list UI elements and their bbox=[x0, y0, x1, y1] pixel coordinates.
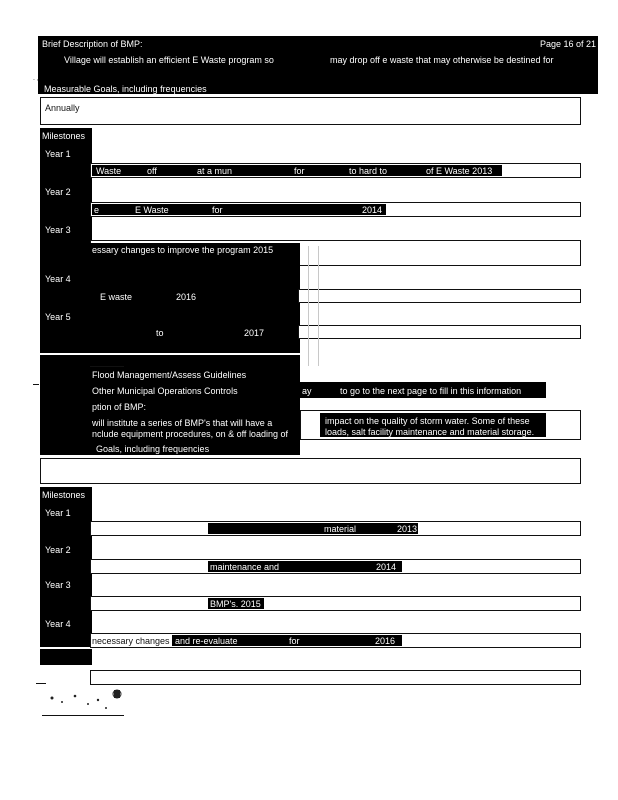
brief-description-label: Brief Description of BMP: bbox=[42, 39, 143, 49]
s2-year2-text-1: maintenance and bbox=[210, 562, 280, 572]
year5-text-1: to bbox=[156, 328, 164, 338]
year2-text-2: E Waste bbox=[135, 205, 169, 215]
milestones-label-2: Milestones bbox=[42, 490, 86, 500]
year1-text-6: of E Waste 2013 bbox=[426, 166, 493, 176]
brief-description-text-1: Village will establish an efficient E Waste program so bbox=[64, 55, 274, 65]
redaction-column-3 bbox=[40, 649, 92, 665]
description-label-2: ption of BMP: bbox=[92, 402, 147, 412]
scan-line bbox=[308, 246, 309, 366]
s2-year4-text-3: for bbox=[289, 636, 300, 646]
year4-field[interactable] bbox=[298, 289, 581, 303]
description-left-1: will institute a series of BMP's that will have a bbox=[92, 418, 273, 428]
year5-label: Year 5 bbox=[45, 312, 71, 322]
year5-field[interactable] bbox=[298, 325, 581, 339]
s2-year2-text-2: 2014 bbox=[376, 562, 397, 572]
s2-year5-field[interactable] bbox=[90, 670, 581, 685]
year1-label: Year 1 bbox=[45, 149, 71, 159]
year2-text-1: e bbox=[94, 205, 100, 215]
year2-label: Year 2 bbox=[45, 187, 71, 197]
year4-text-1: E waste bbox=[100, 292, 133, 302]
year2-text-3: for bbox=[212, 205, 223, 215]
description-right-1: impact on the quality of storm water. Some of these bbox=[325, 416, 530, 426]
s2-year4-text-4: 2016 bbox=[375, 636, 396, 646]
s2-year2-label: Year 2 bbox=[45, 545, 71, 555]
s2-year4-label: Year 4 bbox=[45, 619, 71, 629]
year2-text-4: 2014 bbox=[362, 205, 383, 215]
bmp-category: Flood Management/Assess Guidelines bbox=[92, 370, 247, 380]
year1-text-2: off bbox=[147, 166, 157, 176]
margin-mark bbox=[90, 366, 124, 367]
goals-field-2[interactable] bbox=[40, 458, 581, 484]
goals-value-1: Annually bbox=[45, 103, 80, 113]
year1-text-1: Waste bbox=[96, 166, 122, 176]
next-page-fragment: ay bbox=[302, 386, 312, 396]
divider bbox=[42, 715, 124, 716]
year1-text-5: to hard to bbox=[349, 166, 388, 176]
brief-description-text-2: may drop off e waste that may otherwise be destined for bbox=[330, 55, 554, 65]
goals-field-1[interactable] bbox=[40, 97, 581, 125]
s2-year3-text: BMP's. 2015 bbox=[210, 599, 261, 609]
margin-mark bbox=[33, 384, 39, 385]
goals-label-2: Goals, including frequencies bbox=[96, 444, 210, 454]
year3-text: essary changes to improve the program 2015 bbox=[92, 245, 274, 255]
year1-text-3: at a mun bbox=[197, 166, 233, 176]
bmp-name: Other Municipal Operations Controls bbox=[92, 386, 238, 396]
s2-year3-field[interactable] bbox=[90, 596, 581, 611]
measurable-goals-label: Measurable Goals, including frequencies bbox=[44, 84, 207, 94]
stamp-icon bbox=[40, 684, 130, 716]
s2-year4-text-2: and re-evaluate bbox=[175, 636, 238, 646]
year1-text-4: for bbox=[294, 166, 305, 176]
s2-year1-label: Year 1 bbox=[45, 508, 71, 518]
s2-year3-label: Year 3 bbox=[45, 580, 71, 590]
scan-line bbox=[318, 246, 319, 366]
year3-label: Year 3 bbox=[45, 225, 71, 235]
s2-year1-text-1: material bbox=[324, 524, 357, 534]
s2-year1-text-2: 2013 bbox=[397, 524, 418, 534]
next-page-note: to go to the next page to fill in this information bbox=[340, 386, 522, 396]
milestones-label-1: Milestones bbox=[42, 131, 86, 141]
year5-text-2: 2017 bbox=[244, 328, 265, 338]
year4-text-2: 2016 bbox=[176, 292, 197, 302]
description-right-2: loads, salt facility maintenance and material storage. bbox=[325, 427, 535, 437]
description-left-2: nclude equipment procedures, on & off loading of bbox=[92, 429, 288, 439]
scan-mark: . , bbox=[33, 75, 39, 82]
s2-year4-text-1: necessary changes bbox=[92, 636, 170, 646]
s2-year1-redaction bbox=[208, 523, 418, 534]
page-number: Page 16 of 21 bbox=[540, 39, 597, 49]
year4-label: Year 4 bbox=[45, 274, 71, 284]
